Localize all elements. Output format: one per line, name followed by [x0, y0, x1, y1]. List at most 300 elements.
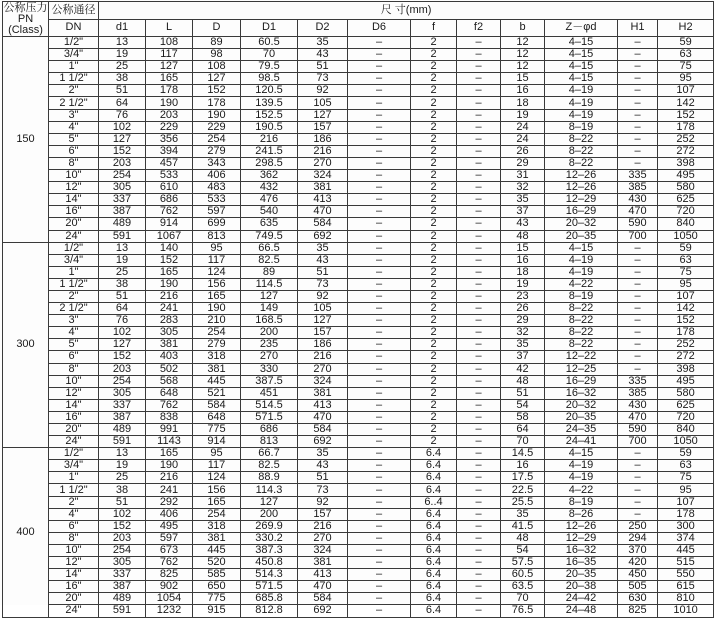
table-cell: 43	[298, 460, 348, 472]
table-cell: –	[348, 399, 411, 411]
table-cell: 254	[193, 327, 241, 339]
table-cell: 165	[193, 290, 241, 302]
dn-cell: 1 1/2"	[49, 484, 99, 496]
table-cell: 610	[146, 182, 193, 194]
table-cell: –	[457, 544, 501, 556]
table-cell: 152	[658, 315, 714, 327]
table-cell: 114.5	[241, 278, 298, 290]
table-cell: 216	[298, 351, 348, 363]
table-cell: 13	[99, 242, 146, 254]
table-cell: 8–22	[545, 327, 618, 339]
table-cell: –	[457, 593, 501, 605]
dn-cell: 3"	[49, 315, 99, 327]
table-cell: –	[457, 278, 501, 290]
table-cell: 2	[411, 436, 457, 448]
table-cell: –	[348, 496, 411, 508]
table-row	[3, 121, 714, 133]
table-cell: –	[457, 472, 501, 484]
dn-cell: 1/2"	[49, 37, 99, 49]
dn-cell: 4"	[49, 508, 99, 520]
table-cell: –	[348, 218, 411, 230]
table-cell: 20–35	[545, 411, 618, 423]
table-cell: 673	[146, 544, 193, 556]
table-cell: 157	[298, 508, 348, 520]
table-cell: 2	[411, 157, 457, 169]
table-cell: 324	[298, 170, 348, 182]
table-cell: 51	[298, 266, 348, 278]
table-row	[3, 194, 714, 206]
table-cell: 157	[298, 121, 348, 133]
table-cell: 2	[411, 399, 457, 411]
table-cell: 51	[99, 290, 146, 302]
table-cell: 127	[146, 61, 193, 73]
table-cell: 2	[411, 109, 457, 121]
table-cell: –	[618, 290, 658, 302]
table-cell: 387	[99, 411, 146, 423]
table-cell: –	[618, 496, 658, 508]
table-cell: 37	[501, 206, 545, 218]
table-row	[3, 520, 714, 532]
table-cell: 51	[99, 496, 146, 508]
table-cell: 203	[99, 532, 146, 544]
table-cell: 20–35	[545, 230, 618, 242]
table-cell: 1050	[658, 230, 714, 242]
table-cell: –	[618, 97, 658, 109]
table-cell: 2	[411, 49, 457, 61]
table-cell: –	[457, 230, 501, 242]
table-cell: 294	[618, 532, 658, 544]
table-row	[3, 315, 714, 327]
table-cell: 4–19	[545, 97, 618, 109]
table-cell: 12–26	[545, 170, 618, 182]
dn-cell: 8"	[49, 363, 99, 375]
dn-cell: 3/4"	[49, 49, 99, 61]
table-cell: 2	[411, 61, 457, 73]
table-cell: 43	[298, 254, 348, 266]
table-cell: 51	[298, 61, 348, 73]
table-cell: 8–22	[545, 145, 618, 157]
table-cell: 2	[411, 97, 457, 109]
table-cell: 775	[193, 593, 241, 605]
table-cell: 48	[501, 532, 545, 544]
table-cell: 35	[298, 242, 348, 254]
dn-cell: 3/4"	[49, 460, 99, 472]
table-cell: 476	[241, 194, 298, 206]
table-cell: 584	[193, 399, 241, 411]
table-cell: 20–35	[545, 569, 618, 581]
table-cell: 107	[658, 496, 714, 508]
table-row	[3, 303, 714, 315]
table-cell: 430	[618, 194, 658, 206]
table-cell: 25	[99, 472, 146, 484]
table-cell: –	[618, 327, 658, 339]
table-cell: 283	[146, 315, 193, 327]
table-cell: 51	[99, 85, 146, 97]
dn-cell: 14"	[49, 569, 99, 581]
table-row	[3, 206, 714, 218]
table-cell: 749.5	[241, 230, 298, 242]
table-cell: 203	[99, 363, 146, 375]
table-cell: –	[348, 109, 411, 121]
table-cell: 2	[411, 387, 457, 399]
table-cell: 107	[658, 290, 714, 302]
table-row	[3, 109, 714, 121]
table-cell: 2	[411, 218, 457, 230]
table-cell: –	[618, 472, 658, 484]
table-cell: 12–29	[545, 532, 618, 544]
table-cell: 190	[193, 303, 241, 315]
column-header: f	[411, 19, 457, 37]
table-cell: 2	[411, 278, 457, 290]
table-row	[3, 363, 714, 375]
table-cell: 8–19	[545, 121, 618, 133]
table-row	[3, 218, 714, 230]
table-cell: 19	[99, 49, 146, 61]
table-cell: 216	[298, 520, 348, 532]
table-cell: 840	[658, 424, 714, 436]
table-cell: 514.3	[241, 569, 298, 581]
dn-cell: 6"	[49, 145, 99, 157]
table-cell: 590	[618, 424, 658, 436]
table-cell: 178	[658, 121, 714, 133]
table-cell: –	[457, 448, 501, 460]
table-cell: –	[618, 339, 658, 351]
table-cell: 381	[298, 182, 348, 194]
table-cell: 580	[658, 182, 714, 194]
table-cell: –	[348, 242, 411, 254]
table-cell: 591	[99, 605, 146, 617]
table-cell: 520	[193, 557, 241, 569]
dn-cell: 20"	[49, 593, 99, 605]
dn-cell: 14"	[49, 399, 99, 411]
table-cell: 216	[298, 145, 348, 157]
table-row	[3, 557, 714, 569]
table-cell: –	[348, 605, 411, 617]
table-cell: –	[457, 363, 501, 375]
table-cell: 229	[146, 121, 193, 133]
table-cell: –	[348, 133, 411, 145]
table-cell: 12	[501, 61, 545, 73]
dn-cell: 2 1/2"	[49, 303, 99, 315]
dn-cell: 12"	[49, 387, 99, 399]
table-cell: –	[348, 351, 411, 363]
table-cell: 254	[193, 133, 241, 145]
table-cell: –	[457, 145, 501, 157]
table-cell: 4–22	[545, 278, 618, 290]
dn-cell: 4"	[49, 121, 99, 133]
table-cell: 2	[411, 290, 457, 302]
table-cell: 4–19	[545, 266, 618, 278]
table-cell: –	[348, 508, 411, 520]
table-cell: 6.4	[411, 569, 457, 581]
table-cell: 4–19	[545, 254, 618, 266]
table-cell: 235	[241, 339, 298, 351]
table-cell: –	[348, 97, 411, 109]
table-cell: 29	[501, 315, 545, 327]
table-cell: 16–29	[545, 375, 618, 387]
table-cell: –	[618, 49, 658, 61]
table-cell: 142	[658, 97, 714, 109]
table-cell: 210	[193, 315, 241, 327]
table-cell: 398	[658, 157, 714, 169]
table-cell: 70	[241, 49, 298, 61]
table-cell: 241	[146, 303, 193, 315]
table-cell: 580	[658, 387, 714, 399]
table-cell: –	[618, 303, 658, 315]
table-cell: 190	[146, 278, 193, 290]
dn-cell: 2 1/2"	[49, 97, 99, 109]
table-cell: 152	[99, 145, 146, 157]
table-cell: 127	[241, 290, 298, 302]
table-cell: 630	[618, 593, 658, 605]
table-cell: 330	[241, 363, 298, 375]
table-cell: 692	[298, 605, 348, 617]
table-cell: 20–32	[545, 218, 618, 230]
table-cell: 152	[99, 520, 146, 532]
dn-cell: 12"	[49, 557, 99, 569]
table-cell: –	[457, 303, 501, 315]
table-cell: 398	[658, 363, 714, 375]
table-row	[3, 436, 714, 448]
table-cell: 165	[146, 266, 193, 278]
table-cell: 270	[298, 532, 348, 544]
table-cell: 66.7	[241, 448, 298, 460]
table-cell: 343	[193, 157, 241, 169]
table-cell: –	[457, 557, 501, 569]
table-row	[3, 145, 714, 157]
table-cell: 76	[99, 109, 146, 121]
dn-cell: 1 1/2"	[49, 73, 99, 85]
table-cell: 16–35	[545, 557, 618, 569]
table-cell: –	[457, 182, 501, 194]
table-cell: –	[348, 170, 411, 182]
table-cell: 24–35	[545, 424, 618, 436]
table-cell: 216	[146, 290, 193, 302]
table-cell: 63.5	[501, 581, 545, 593]
table-cell: 156	[193, 484, 241, 496]
table-cell: 16	[501, 460, 545, 472]
table-cell: 337	[99, 194, 146, 206]
table-cell: –	[457, 157, 501, 169]
table-cell: –	[457, 339, 501, 351]
dn-cell: 1 1/2"	[49, 278, 99, 290]
dn-cell: 3/4"	[49, 254, 99, 266]
table-cell: 95	[658, 73, 714, 85]
table-cell: –	[457, 387, 501, 399]
table-cell: 4–15	[545, 242, 618, 254]
table-cell: 810	[658, 593, 714, 605]
table-cell: 720	[658, 206, 714, 218]
table-cell: 489	[99, 218, 146, 230]
table-cell: 2	[411, 206, 457, 218]
table-cell: 178	[658, 327, 714, 339]
table-cell: –	[348, 182, 411, 194]
table-cell: –	[348, 460, 411, 472]
table-cell: 318	[193, 351, 241, 363]
column-header: b	[501, 19, 545, 37]
table-cell: 140	[146, 242, 193, 254]
table-cell: 451	[241, 387, 298, 399]
table-cell: 387.5	[241, 375, 298, 387]
table-cell: 2	[411, 363, 457, 375]
table-cell: 385	[618, 387, 658, 399]
table-cell: 470	[618, 411, 658, 423]
table-cell: –	[457, 218, 501, 230]
dn-cell: 4"	[49, 327, 99, 339]
table-cell: 450	[618, 569, 658, 581]
table-cell: 2	[411, 37, 457, 49]
table-cell: 73	[298, 73, 348, 85]
table-cell: 92	[298, 290, 348, 302]
table-cell: –	[618, 266, 658, 278]
table-cell: 2	[411, 85, 457, 97]
table-cell: 1067	[146, 230, 193, 242]
table-cell: 23	[501, 290, 545, 302]
table-row	[3, 544, 714, 556]
table-cell: 203	[146, 109, 193, 121]
dn-cell: 14"	[49, 194, 99, 206]
table-cell: 156	[193, 278, 241, 290]
table-cell: –	[457, 581, 501, 593]
table-cell: 840	[658, 218, 714, 230]
table-cell: 305	[99, 557, 146, 569]
table-row	[3, 242, 714, 254]
table-cell: 584	[298, 424, 348, 436]
table-cell: 2	[411, 254, 457, 266]
table-cell: 59	[658, 448, 714, 460]
table-cell: 470	[298, 206, 348, 218]
table-cell: 19	[501, 278, 545, 290]
table-cell: 12–25	[545, 363, 618, 375]
table-cell: 279	[193, 145, 241, 157]
table-row	[3, 170, 714, 182]
dn-cell: 20"	[49, 218, 99, 230]
table-cell: 387.3	[241, 544, 298, 556]
table-cell: 2	[411, 303, 457, 315]
table-cell: 186	[298, 133, 348, 145]
table-cell: 413	[298, 194, 348, 206]
table-cell: 521	[193, 387, 241, 399]
table-cell: 241	[146, 484, 193, 496]
table-cell: 692	[298, 230, 348, 242]
table-cell: 568	[146, 375, 193, 387]
table-cell: 25.5	[501, 496, 545, 508]
dn-cell: 24"	[49, 436, 99, 448]
table-cell: 813	[241, 436, 298, 448]
table-cell: 66.5	[241, 242, 298, 254]
table-cell: 48	[501, 375, 545, 387]
table-cell: –	[457, 254, 501, 266]
pn-header	[3, 2, 49, 37]
table-cell: 4–15	[545, 37, 618, 49]
table-cell: 4–19	[545, 85, 618, 97]
table-cell: 51	[298, 472, 348, 484]
table-cell: 4–22	[545, 484, 618, 496]
table-cell: 4–15	[545, 49, 618, 61]
table-cell: –	[618, 242, 658, 254]
table-cell: 18	[501, 266, 545, 278]
table-cell: 533	[146, 170, 193, 182]
table-cell: 75	[658, 61, 714, 73]
table-cell: 63	[658, 254, 714, 266]
table-cell: 178	[146, 85, 193, 97]
table-cell: 514.5	[241, 399, 298, 411]
table-cell: 270	[298, 363, 348, 375]
table-cell: 38	[99, 484, 146, 496]
table-cell: 152	[99, 351, 146, 363]
table-row	[3, 448, 714, 460]
table-cell: 12–26	[545, 182, 618, 194]
table-cell: 470	[618, 206, 658, 218]
table-cell: 838	[146, 411, 193, 423]
table-cell: 124	[193, 266, 241, 278]
pn-class-cell: 300	[3, 242, 49, 448]
table-cell: 12–29	[545, 194, 618, 206]
column-header: D6	[348, 19, 411, 37]
table-cell: 362	[241, 170, 298, 182]
table-cell: 4–15	[545, 448, 618, 460]
column-header: L	[146, 19, 193, 37]
table-cell: –	[618, 37, 658, 49]
table-cell: 6.4	[411, 508, 457, 520]
table-cell: 470	[298, 411, 348, 423]
table-cell: 165	[146, 73, 193, 85]
table-cell: 370	[618, 544, 658, 556]
table-cell: –	[457, 290, 501, 302]
table-cell: –	[348, 544, 411, 556]
table-cell: 200	[241, 327, 298, 339]
table-cell: 648	[146, 387, 193, 399]
table-cell: 686	[241, 424, 298, 436]
table-cell: –	[457, 170, 501, 182]
table-cell: 152	[146, 254, 193, 266]
dn-cell: 10"	[49, 375, 99, 387]
table-cell: 24–48	[545, 605, 618, 617]
table-cell: 16–29	[545, 206, 618, 218]
table-cell: 584	[298, 218, 348, 230]
table-cell: –	[457, 315, 501, 327]
table-cell: 505	[618, 581, 658, 593]
table-cell: 584	[298, 593, 348, 605]
table-cell: 16–32	[545, 544, 618, 556]
table-cell: –	[457, 351, 501, 363]
table-cell: 190	[193, 109, 241, 121]
table-cell: –	[618, 254, 658, 266]
table-row	[3, 49, 714, 61]
table-cell: 2	[411, 170, 457, 182]
table-cell: 686	[146, 194, 193, 206]
table-cell: 571.5	[241, 411, 298, 423]
table-cell: –	[348, 266, 411, 278]
table-cell: 2	[411, 133, 457, 145]
table-cell: 59	[658, 242, 714, 254]
pn-header-label: 公称压力	[3, 2, 48, 14]
table-cell: –	[457, 375, 501, 387]
table-row	[3, 73, 714, 85]
table-row	[3, 484, 714, 496]
table-cell: 88.9	[241, 472, 298, 484]
table-cell: –	[457, 37, 501, 49]
dn-cell: 2"	[49, 290, 99, 302]
table-cell: 20–38	[545, 581, 618, 593]
table-cell: –	[348, 254, 411, 266]
flange-dimension-table	[2, 1, 714, 618]
table-cell: 41.5	[501, 520, 545, 532]
table-row	[3, 569, 714, 581]
table-cell: 430	[618, 399, 658, 411]
table-cell: 495	[658, 170, 714, 182]
table-cell: 105	[298, 97, 348, 109]
